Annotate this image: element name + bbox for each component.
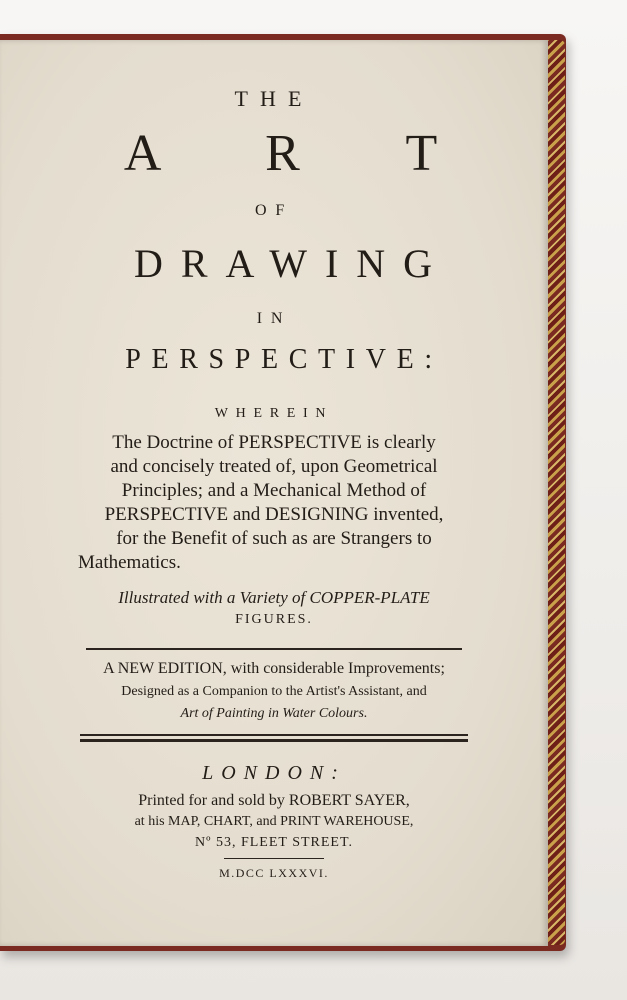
title-perspective: PERSPECTIVE: [125, 344, 443, 375]
edition-line-1: A NEW EDITION, with considerable Improvements; [103, 660, 445, 677]
rule-top [86, 648, 462, 650]
edition-line-2: Designed as a Companion to the Artist's Assistant, and [121, 684, 427, 699]
desc-line-1: The Doctrine of PERSPECTIVE is clearly [112, 432, 436, 453]
printed-line-1: Printed for and sold by ROBERT SAYER, [138, 792, 410, 809]
illustrated-line-2: FIGURES. [235, 612, 313, 627]
double-rule-2 [80, 739, 468, 742]
rule-bottom [224, 858, 324, 859]
title-page [0, 40, 548, 946]
double-rule-1 [80, 734, 468, 736]
desc-line-4: PERSPECTIVE and DESIGNING invented, [104, 504, 444, 525]
title-in: IN [256, 310, 292, 327]
title-the: THE [234, 86, 314, 111]
desc-line-5: for the Benefit of such as are Strangers to [116, 528, 432, 549]
desc-line-2: and concisely treated of, upon Geometrical [110, 456, 438, 477]
title-art: A R T [123, 125, 485, 182]
illustrated-line-1: Illustrated with a Variety of COPPER-PLATE [118, 588, 430, 607]
edition-line-3: Art of Painting in Water Colours. [180, 706, 368, 721]
desc-line-3: Principles; and a Mechanical Method of [121, 480, 427, 501]
desc-line-6: Mathematics. [78, 552, 181, 573]
wherein: WHEREIN [214, 406, 334, 421]
date-line: M.DCC LXXXVI. [219, 866, 329, 880]
title-of: OF [254, 202, 294, 219]
title-drawing: DRAWING [133, 241, 451, 286]
london: LONDON: [202, 762, 346, 784]
printed-line-2: at his MAP, CHART, and PRINT WAREHOUSE, [134, 814, 414, 829]
printed-line-3: Nº 53, FLEET STREET. [195, 835, 353, 850]
